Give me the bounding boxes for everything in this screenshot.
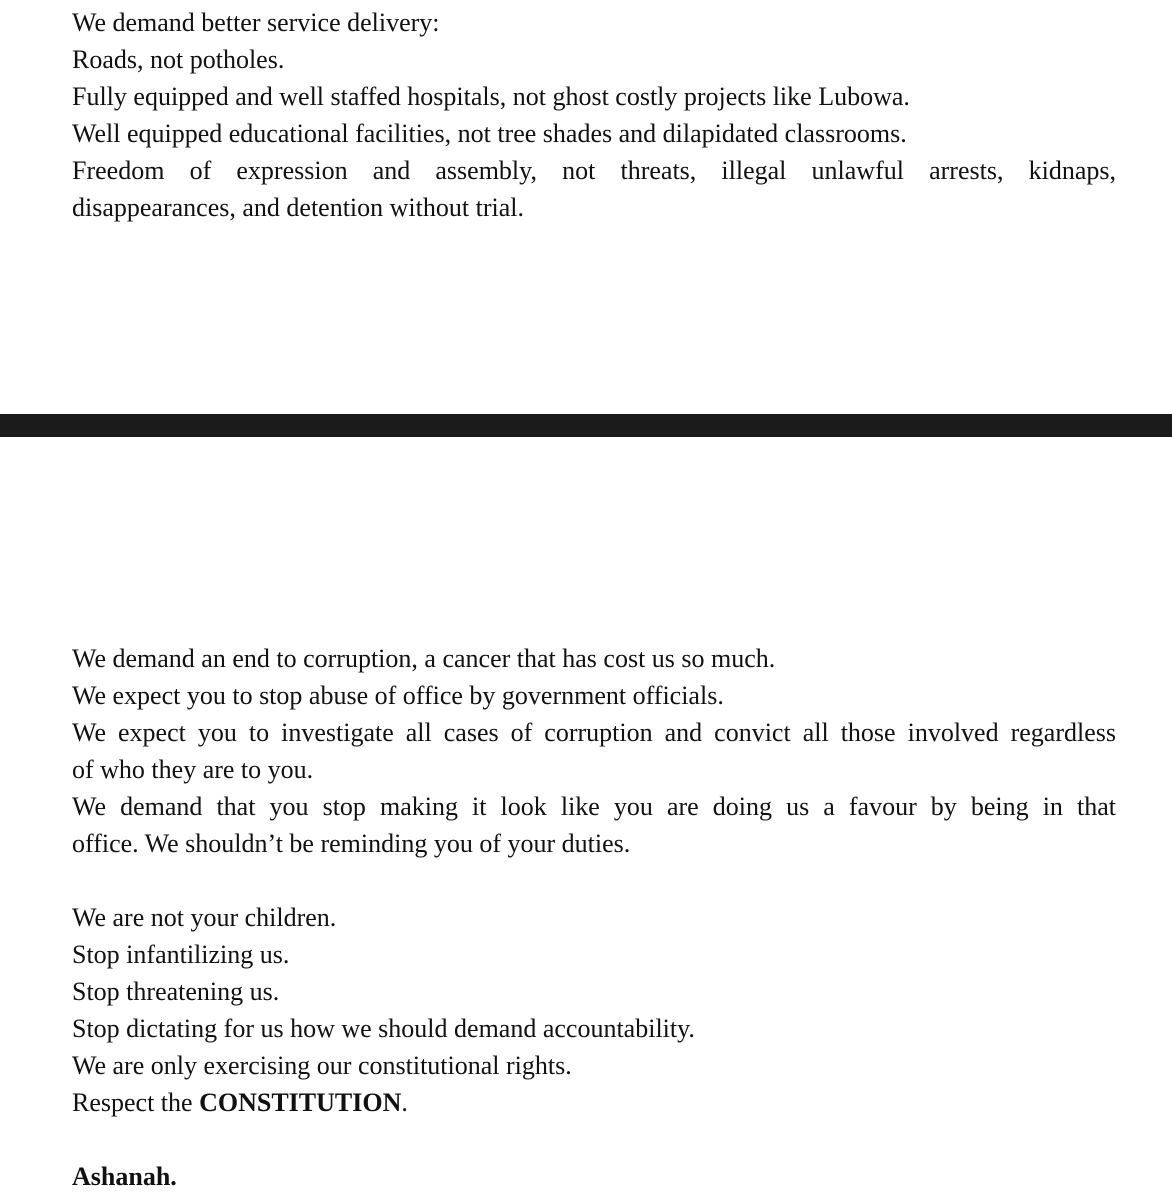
threatening-line: Stop threatening us. [72, 977, 280, 1006]
investigate-line-2: of who they are to you. [72, 755, 314, 784]
service-heading: We demand better service delivery: [72, 8, 440, 37]
respect-line [72, 1084, 1116, 1121]
freedom-line-2: disappearances, and detention without trial. [72, 193, 524, 222]
favour-line-2: office. We shouldn’t be reminding you of your duties. [72, 829, 631, 858]
bottom-page-section [72, 640, 1116, 1195]
page-divider [0, 414, 1172, 437]
corruption-line: We demand an end to corruption, a cancer that has cost us so much. [72, 644, 776, 673]
respect-prefix: Respect the [72, 1088, 200, 1117]
not-children-line: We are not your children. [72, 903, 337, 932]
paragraph-spacer [72, 862, 1116, 899]
respect-suffix: . [401, 1088, 408, 1117]
roads-line: Roads, not potholes. [72, 45, 285, 74]
hospitals-line: Fully equipped and well staffed hospitals, not ghost costly projects like Lubowa. [72, 82, 910, 111]
freedom-line-1: Freedom of expression and assembly, not threats, illegal unlawful arrests, kidnaps, [72, 156, 1116, 185]
favour-line-1: We demand that you stop making it look like you are doing us a favour by being in that [72, 792, 1116, 821]
dictating-line: Stop dictating for us how we should demand accountability. [72, 1014, 695, 1043]
education-line: Well equipped educational facilities, not tree shades and dilapidated classrooms. [72, 119, 907, 148]
investigate-line-1: We expect you to investigate all cases of corruption and convict all those involved regardless [72, 718, 1116, 747]
signature-spacer [72, 1121, 1116, 1158]
exercising-line: We are only exercising our constitutional rights. [72, 1051, 572, 1080]
top-page-section [72, 4, 1116, 226]
signature: Ashanah. [72, 1162, 177, 1191]
infantilizing-line: Stop infantilizing us. [72, 940, 290, 969]
abuse-line: We expect you to stop abuse of office by government officials. [72, 681, 724, 710]
constitution-word: CONSTITUTION [199, 1088, 402, 1117]
